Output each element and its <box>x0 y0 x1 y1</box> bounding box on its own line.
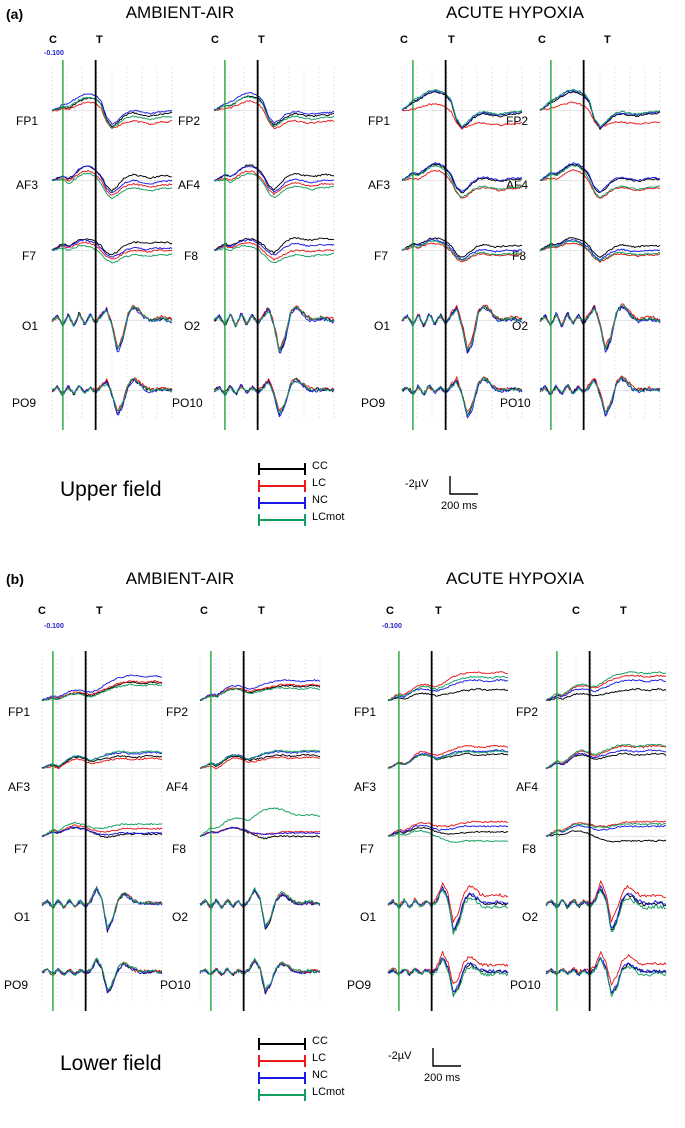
target-marker-label: T <box>448 34 455 46</box>
legend-cap-right <box>304 1072 306 1084</box>
cue-marker-label: C <box>386 605 394 617</box>
legend-label-lc: LC <box>312 1052 327 1064</box>
cue-marker-label: C <box>538 34 546 46</box>
panel-tag-b: (b) <box>6 571 24 587</box>
target-marker-label: T <box>96 34 103 46</box>
erp-traces-panel-b <box>0 565 685 1055</box>
channel-label-af3: AF3 <box>368 178 391 192</box>
channel-label-fp2: FP2 <box>506 114 529 128</box>
condition-title-ambient-air-a: AMBIENT-AIR <box>125 3 235 22</box>
legend-swatch-lc <box>258 485 306 487</box>
legend-swatch-cc <box>258 1043 306 1045</box>
legend-swatch-lcmot <box>258 1094 306 1096</box>
legend-label-nc: NC <box>312 1069 328 1081</box>
legend-label-lc: LC <box>312 477 327 489</box>
condition-title-acute-hypoxia-b: ACUTE HYPOXIA <box>446 569 584 588</box>
channel-label-po9: PO9 <box>361 396 386 410</box>
channel-label-f7: F7 <box>22 249 37 263</box>
legend-cap-right <box>304 1038 306 1050</box>
channel-label-o2: O2 <box>184 319 201 333</box>
legend-cap-right <box>304 463 306 475</box>
scale-bar-icon-a <box>448 474 482 500</box>
field-label-upper: Upper field <box>60 478 162 501</box>
scale-bar-icon-b <box>431 1046 465 1072</box>
baseline-tick-label: -0.100 <box>382 623 402 630</box>
cue-marker-label: C <box>400 34 408 46</box>
target-marker-label: T <box>435 605 442 617</box>
channel-label-po9: PO9 <box>347 978 372 992</box>
channel-label-af4: AF4 <box>166 780 189 794</box>
channel-label-o2: O2 <box>512 319 529 333</box>
legend-label-cc: CC <box>312 460 328 472</box>
legend-swatch-nc <box>258 1077 306 1079</box>
legend-cap-right <box>304 1089 306 1101</box>
target-marker-label: T <box>604 34 611 46</box>
legend-swatch-nc <box>258 502 306 504</box>
scale-time-b: 200 ms <box>424 1072 461 1084</box>
channel-label-fp1: FP1 <box>354 705 377 719</box>
channel-label-po10: PO10 <box>510 978 541 992</box>
legend-label-cc: CC <box>312 1035 328 1047</box>
channel-label-f7: F7 <box>360 842 375 856</box>
cue-marker-label: C <box>38 605 46 617</box>
legend-cap-left <box>258 1055 260 1067</box>
legend-cap-left <box>258 497 260 509</box>
channel-label-po9: PO9 <box>4 978 29 992</box>
legend-cap-right <box>304 480 306 492</box>
channel-label-po10: PO10 <box>500 396 531 410</box>
legend-cap-left <box>258 480 260 492</box>
condition-title-acute-hypoxia-a: ACUTE HYPOXIA <box>446 3 584 22</box>
channel-label-o1: O1 <box>360 910 377 924</box>
channel-label-o2: O2 <box>172 910 189 924</box>
target-marker-label: T <box>96 605 103 617</box>
channel-label-f8: F8 <box>512 249 527 263</box>
legend-swatch-lcmot <box>258 519 306 521</box>
legend-label-lcmot: LCmot <box>312 511 345 523</box>
channel-label-f7: F7 <box>14 842 29 856</box>
target-marker-label: T <box>258 605 265 617</box>
channel-label-fp1: FP1 <box>16 114 39 128</box>
cue-marker-label: C <box>49 34 57 46</box>
legend-cap-left <box>258 1072 260 1084</box>
cue-marker-label: C <box>572 605 580 617</box>
channel-label-po10: PO10 <box>160 978 191 992</box>
baseline-tick-label: -0.100 <box>44 50 64 57</box>
channel-label-f8: F8 <box>522 842 537 856</box>
channel-label-o1: O1 <box>374 319 391 333</box>
legend-label-lcmot: LCmot <box>312 1086 345 1098</box>
panel-upper-field <box>0 0 685 560</box>
panel-tag-a: (a) <box>6 6 24 22</box>
field-label-lower: Lower field <box>60 1052 162 1075</box>
channel-label-af3: AF3 <box>354 780 377 794</box>
channel-label-o2: O2 <box>522 910 539 924</box>
legend-cap-left <box>258 1038 260 1050</box>
channel-label-f8: F8 <box>184 249 199 263</box>
channel-label-af3: AF3 <box>8 780 31 794</box>
scale-amplitude-a: -2µV <box>405 478 429 490</box>
cue-marker-label: C <box>200 605 208 617</box>
target-marker-label: T <box>258 34 265 46</box>
scale-amplitude-b: -2µV <box>388 1050 412 1062</box>
scale-time-a: 200 ms <box>441 500 478 512</box>
channel-label-o1: O1 <box>22 319 39 333</box>
channel-label-af3: AF3 <box>16 178 39 192</box>
channel-label-fp2: FP2 <box>166 705 189 719</box>
legend-cap-left <box>258 1089 260 1101</box>
channel-label-af4: AF4 <box>178 178 201 192</box>
cue-marker-label: C <box>211 34 219 46</box>
legend-cap-right <box>304 514 306 526</box>
legend-swatch-lc <box>258 1060 306 1062</box>
channel-label-fp2: FP2 <box>516 705 539 719</box>
baseline-tick-label: -0.100 <box>44 623 64 630</box>
condition-title-ambient-air-b: AMBIENT-AIR <box>125 569 235 588</box>
channel-label-af4: AF4 <box>506 178 529 192</box>
panel-lower-field <box>0 565 685 1128</box>
channel-label-po9: PO9 <box>12 396 37 410</box>
channel-label-po10: PO10 <box>172 396 203 410</box>
legend-swatch-cc <box>258 468 306 470</box>
target-marker-label: T <box>620 605 627 617</box>
legend-cap-left <box>258 463 260 475</box>
channel-label-f8: F8 <box>172 842 187 856</box>
channel-label-fp1: FP1 <box>368 114 391 128</box>
channel-label-fp1: FP1 <box>8 705 31 719</box>
channel-label-fp2: FP2 <box>178 114 201 128</box>
erp-traces-panel-a <box>0 0 685 470</box>
legend-cap-left <box>258 514 260 526</box>
channel-label-o1: O1 <box>14 910 31 924</box>
legend-label-nc: NC <box>312 494 328 506</box>
channel-label-f7: F7 <box>374 249 389 263</box>
channel-label-af4: AF4 <box>516 780 539 794</box>
legend-cap-right <box>304 1055 306 1067</box>
legend-cap-right <box>304 497 306 509</box>
